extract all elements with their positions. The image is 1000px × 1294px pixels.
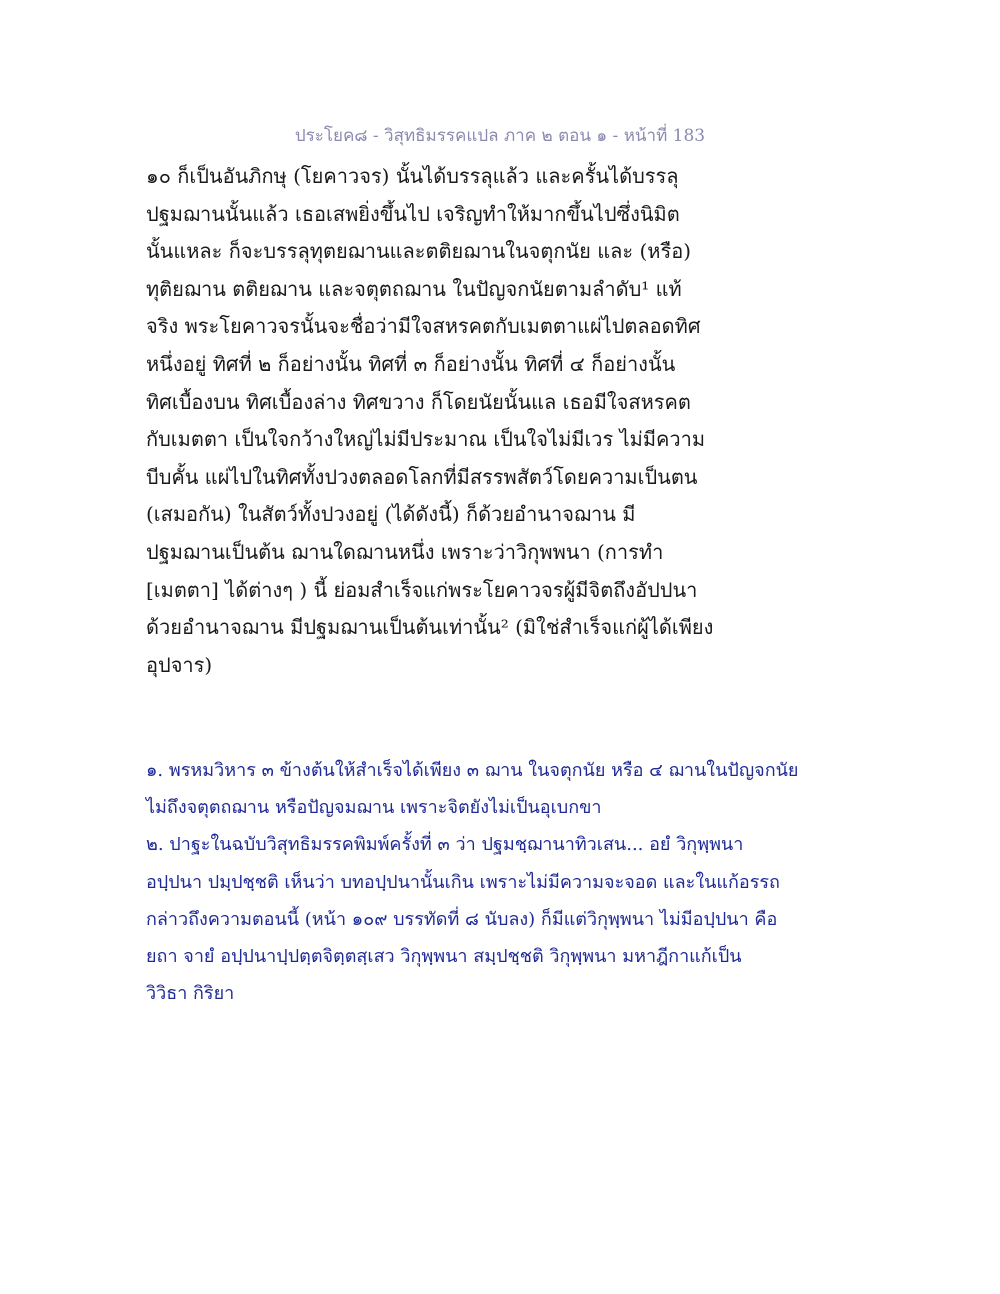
page-header: ประโยค๘ - วิสุทธิมรรคแปล ภาค ๒ ตอน ๑ - หน้าที่ 183 xyxy=(294,126,706,146)
body-line: จริง พระโยคาวจรนั้นจะชื่อว่ามีใจสหรคตกับเมตตาแผ่ไปตลอดทิศ xyxy=(146,314,701,339)
body-line: บีบคั้น แผ่ไปในทิศทั้งปวงตลอดโลกที่มีสรรพสัตว์โดยความเป็นตน xyxy=(146,464,698,489)
body-line: ๑๐ ก็เป็นอันภิกษุ (โยคาวจร) นั้นได้บรรลุแล้ว และครั้นได้บรรลุ xyxy=(146,164,679,188)
footnotes xyxy=(146,752,846,1012)
body-text xyxy=(146,158,846,684)
footnote-line: ๑. พรหมวิหาร ๓ ข้างต้นให้สำเร็จได้เพียง ๓ ฌาน ในจตุกนัย หรือ ๔ ฌานในปัญจกนัย xyxy=(146,760,799,781)
body-line: (เสมอกัน) ในสัตว์ทั้งปวงอยู่ (ได้ดังนี้) ก็ด้วยอำนาจฌาน มี xyxy=(146,502,636,527)
footnote-line: ไม่ถึงจตุตถฌาน หรือปัญจมฌาน เพราะจิตยังไม่เป็นอุเบกขา xyxy=(146,797,602,819)
footnote-line: อปฺปนา ปมฺปชฺชติ เห็นว่า บทอปฺปนานั้นเกิน เพราะไม่มีความจะจอด และในแก้อรรถ xyxy=(146,871,780,893)
footnote-line: กล่าวถึงความตอนนี้ (หน้า ๑๐๙ บรรทัดที่ ๘ นับลง) ก็มีแต่วิกุพฺพนา ไม่มีอปฺปนา คือ xyxy=(146,908,778,930)
body-line: ทิศเบื้องบน ทิศเบื้องล่าง ทิศขวาง ก็โดยนัยนั้นแล เธอมีใจสหรคต xyxy=(146,389,691,414)
body-line: ด้วยอำนาจฌาน มีปฐมฌานเป็นต้นเท่านั้น² (มิใช่สำเร็จแก่ผู้ได้เพียง xyxy=(146,615,714,640)
body-line: ทุติยฌาน ตติยฌาน และจตุตถฌาน ในปัญจกนัยตามลำดับ¹ แท้ xyxy=(146,276,682,301)
body-line: อุปจาร) xyxy=(146,652,213,677)
body-line: หนึ่งอยู่ ทิศที่ ๒ ก็อย่างนั้น ทิศที่ ๓ ก็อย่างนั้น ทิศที่ ๔ ก็อย่างนั้น xyxy=(146,351,676,376)
body-line: ปฐมฌานนั้นแล้ว เธอเสพยิ่งขึ้นไป เจริญทำให้มากขึ้นไปซึ่งนิมิต xyxy=(146,201,680,226)
body-line: นั้นแหละ ก็จะบรรลุทุตยฌานและตติยฌานในจตุกนัย และ (หรือ) xyxy=(146,239,692,264)
body-line: ปฐมฌานเป็นต้น ฌานใดฌานหนึ่ง เพราะว่าวิกุพพนา (การทำ xyxy=(146,539,664,564)
footnote-line: ๒. ปาฐะในฉบับวิสุทธิมรรคพิมพ์ครั้งที่ ๓ ว่า ปฐมชฺฌานาทิวเสน... อยํ วิกุพฺพนา xyxy=(146,834,744,856)
footnote-line: วิวิธา กิริยา xyxy=(146,983,235,1005)
body-line: [เมตตา] ได้ต่างๆ ) นี้ ย่อมสำเร็จแก่พระโยคาวจรผู้มีจิตถึงอัปปนา xyxy=(146,577,698,602)
footnote-line: ยถา จายํ อปฺปนาปฺปตฺตจิตฺตสฺเสว วิกุพฺพนา สมฺปชฺชติ วิกุพฺพนา มหาฎีกาแก้เป็น xyxy=(146,945,742,967)
body-line: กับเมตตา เป็นใจกว้างใหญ่ไม่มีประมาณ เป็นใจไม่มีเวร ไม่มีความ xyxy=(146,427,706,452)
